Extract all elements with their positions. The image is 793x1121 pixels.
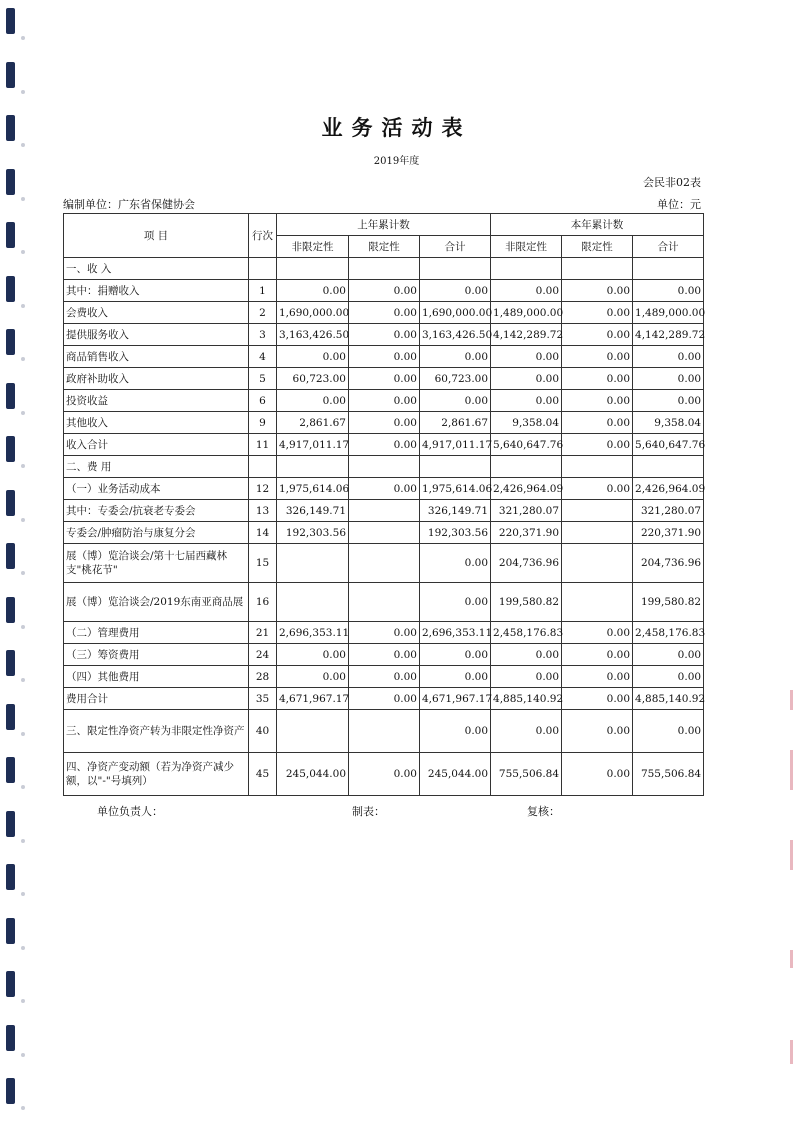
table-row [64,390,704,412]
reviewer-label: 复核： [527,805,560,818]
unit-label: 单位：元 [657,198,701,211]
value-cell: 0.00 [633,666,704,688]
value-cell: 0.00 [633,346,704,368]
value-cell: 0.00 [349,666,420,688]
value-cell [420,456,491,478]
table-row [64,368,704,390]
row-number-cell: 4 [249,346,277,368]
item-cell: （一）业务活动成本 [64,478,249,500]
item-cell: 三、限定性净资产转为非限定性净资产 [64,710,249,753]
binding-hole [21,1106,25,1110]
value-cell: 192,303.56 [277,522,349,544]
value-cell [277,258,349,280]
group-curr-header: 本年累计数 [491,214,704,236]
value-cell: 1,489,000.00 [491,302,562,324]
table-row [64,500,704,522]
value-cell [277,583,349,622]
value-cell: 1,690,000.00 [277,302,349,324]
binding-hole [21,411,25,415]
value-cell: 1,975,614.06 [420,478,491,500]
binding-hole [21,304,25,308]
item-cell: 其中：专委会/抗衰老专委会 [64,500,249,522]
value-cell: 0.00 [349,302,420,324]
table-row [64,412,704,434]
binding-mark [6,918,15,944]
value-cell [562,522,633,544]
item-cell: 四、净资产变动额（若为净资产减少额，以"-"号填列） [64,753,249,796]
value-cell: 0.00 [491,644,562,666]
value-cell: 0.00 [277,346,349,368]
row-number-cell: 2 [249,302,277,324]
value-cell: 0.00 [562,710,633,753]
value-cell: 0.00 [562,666,633,688]
value-cell: 2,696,353.11 [277,622,349,644]
value-cell: 0.00 [562,644,633,666]
item-cell: （四）其他费用 [64,666,249,688]
value-cell: 4,671,967.17 [420,688,491,710]
value-cell: 0.00 [349,644,420,666]
binding-hole [21,892,25,896]
form-code: 会民非02表 [643,176,701,189]
value-cell: 0.00 [277,644,349,666]
value-cell: 0.00 [562,753,633,796]
value-cell: 5,640,647.76 [633,434,704,456]
value-cell: 0.00 [277,390,349,412]
sub-total-header: 合计 [420,236,491,258]
value-cell: 2,458,176.83 [633,622,704,644]
responsible-label: 单位负责人： [97,805,163,818]
value-cell: 0.00 [491,710,562,753]
value-cell: 0.00 [491,390,562,412]
value-cell: 0.00 [349,478,420,500]
item-cell: 二、费 用 [64,456,249,478]
value-cell [277,456,349,478]
item-cell: 其中：捐赠收入 [64,280,249,302]
value-cell: 0.00 [277,666,349,688]
binding-hole [21,732,25,736]
value-cell: 0.00 [420,346,491,368]
value-cell [277,544,349,583]
binding-hole [21,999,25,1003]
value-cell [420,258,491,280]
value-cell: 0.00 [349,346,420,368]
value-cell: 2,458,176.83 [491,622,562,644]
value-cell: 0.00 [420,280,491,302]
binding-hole [21,357,25,361]
value-cell: 5,640,647.76 [491,434,562,456]
binding-mark [6,1078,15,1104]
value-cell: 4,885,140.92 [491,688,562,710]
value-cell [349,500,420,522]
value-cell: 0.00 [562,622,633,644]
value-cell: 0.00 [349,688,420,710]
binding-strip [0,0,30,1121]
value-cell: 199,580.82 [633,583,704,622]
table-row [64,622,704,644]
binding-mark [6,704,15,730]
value-cell: 0.00 [349,368,420,390]
table-row [64,666,704,688]
value-cell: 1,489,000.00 [633,302,704,324]
value-cell: 0.00 [562,390,633,412]
value-cell: 2,861.67 [420,412,491,434]
value-cell: 0.00 [562,688,633,710]
table-row [64,544,704,583]
value-cell: 9,358.04 [633,412,704,434]
value-cell: 245,044.00 [277,753,349,796]
item-cell: 政府补助收入 [64,368,249,390]
sub-unrestricted-header: 非限定性 [277,236,349,258]
item-cell: 投资收益 [64,390,249,412]
item-cell: 收入合计 [64,434,249,456]
value-cell: 220,371.90 [491,522,562,544]
value-cell: 755,506.84 [633,753,704,796]
item-cell: 费用合计 [64,688,249,710]
value-cell: 0.00 [562,434,633,456]
value-cell: 204,736.96 [633,544,704,583]
preparer-label: 制表： [352,805,385,818]
col-row-header: 行次 [249,214,277,258]
row-number-cell: 1 [249,280,277,302]
table-row [64,753,704,796]
binding-mark [6,276,15,302]
binding-mark [6,811,15,837]
item-cell: 商品销售收入 [64,346,249,368]
binding-mark [6,650,15,676]
binding-hole [21,1053,25,1057]
binding-mark [6,169,15,195]
value-cell: 321,280.07 [491,500,562,522]
binding-mark [6,971,15,997]
row-number-cell: 16 [249,583,277,622]
item-cell: （二）管理费用 [64,622,249,644]
binding-mark [6,1025,15,1051]
value-cell [277,710,349,753]
row-number-cell: 13 [249,500,277,522]
value-cell: 0.00 [633,280,704,302]
table-row [64,478,704,500]
value-cell: 755,506.84 [491,753,562,796]
value-cell: 0.00 [633,390,704,412]
value-cell [349,258,420,280]
item-cell: 一、收 入 [64,258,249,280]
value-cell: 199,580.82 [491,583,562,622]
binding-hole [21,518,25,522]
value-cell: 1,690,000.00 [420,302,491,324]
table-row [64,710,704,753]
value-cell: 0.00 [562,412,633,434]
value-cell [349,456,420,478]
item-cell: 其他收入 [64,412,249,434]
table-row [64,280,704,302]
item-cell: 展（博）览洽谈会/2019东南亚商品展 [64,583,249,622]
value-cell: 0.00 [562,368,633,390]
row-number-cell: 15 [249,544,277,583]
value-cell: 321,280.07 [633,500,704,522]
value-cell: 0.00 [562,302,633,324]
value-cell: 2,696,353.11 [420,622,491,644]
row-number-cell: 9 [249,412,277,434]
value-cell: 0.00 [491,280,562,302]
value-cell: 204,736.96 [491,544,562,583]
page-title: 业务活动表 [321,115,472,140]
row-number-cell: 40 [249,710,277,753]
item-cell: 展（博）览洽谈会/第十七届西藏林支"桃花节" [64,544,249,583]
value-cell [633,456,704,478]
value-cell: 4,671,967.17 [277,688,349,710]
value-cell: 0.00 [349,390,420,412]
row-number-cell [249,258,277,280]
value-cell: 9,358.04 [491,412,562,434]
value-cell: 0.00 [420,390,491,412]
value-cell: 0.00 [562,324,633,346]
group-prev-header: 上年累计数 [277,214,491,236]
binding-hole [21,678,25,682]
row-number-cell [249,456,277,478]
table-row [64,346,704,368]
value-cell: 1,975,614.06 [277,478,349,500]
value-cell [349,710,420,753]
value-cell: 0.00 [420,544,491,583]
value-cell: 2,426,964.09 [633,478,704,500]
value-cell: 60,723.00 [277,368,349,390]
row-number-cell: 14 [249,522,277,544]
value-cell: 0.00 [277,280,349,302]
value-cell: 3,163,426.50 [420,324,491,346]
value-cell: 0.00 [349,412,420,434]
value-cell: 0.00 [491,368,562,390]
table-row [64,258,704,280]
row-number-cell: 6 [249,390,277,412]
value-cell: 0.00 [562,478,633,500]
item-cell: 专委会/肿瘤防治与康复分会 [64,522,249,544]
value-cell: 220,371.90 [633,522,704,544]
binding-hole [21,946,25,950]
binding-mark [6,436,15,462]
value-cell [633,258,704,280]
row-number-cell: 35 [249,688,277,710]
value-cell: 0.00 [420,710,491,753]
value-cell: 0.00 [562,346,633,368]
value-cell [349,522,420,544]
table-row [64,434,704,456]
binding-mark [6,864,15,890]
value-cell: 4,142,289.72 [491,324,562,346]
value-cell: 245,044.00 [420,753,491,796]
value-cell: 4,917,011.17 [420,434,491,456]
item-cell: 会费收入 [64,302,249,324]
value-cell: 3,163,426.50 [277,324,349,346]
table-row [64,583,704,622]
sub-restricted-header: 限定性 [562,236,633,258]
value-cell: 0.00 [420,644,491,666]
value-cell [491,258,562,280]
col-item-header: 项 目 [64,214,249,258]
binding-hole [21,143,25,147]
value-cell: 0.00 [420,666,491,688]
binding-mark [6,329,15,355]
value-cell: 0.00 [633,368,704,390]
value-cell: 4,885,140.92 [633,688,704,710]
sub-restricted-header: 限定性 [349,236,420,258]
binding-mark [6,8,15,34]
row-number-cell: 3 [249,324,277,346]
binding-hole [21,839,25,843]
sub-total-header: 合计 [633,236,704,258]
value-cell: 0.00 [562,280,633,302]
binding-hole [21,36,25,40]
value-cell: 326,149.71 [277,500,349,522]
item-cell: 提供服务收入 [64,324,249,346]
value-cell [562,258,633,280]
binding-mark [6,222,15,248]
value-cell: 0.00 [349,434,420,456]
value-cell [562,500,633,522]
value-cell: 4,142,289.72 [633,324,704,346]
value-cell: 0.00 [349,622,420,644]
value-cell: 326,149.71 [420,500,491,522]
value-cell: 60,723.00 [420,368,491,390]
table-row [64,302,704,324]
sub-unrestricted-header: 非限定性 [491,236,562,258]
table-row [64,324,704,346]
binding-hole [21,625,25,629]
item-cell: （三）筹资费用 [64,644,249,666]
value-cell [491,456,562,478]
value-cell [562,544,633,583]
binding-hole [21,197,25,201]
binding-hole [21,571,25,575]
org-label: 编制单位：广东省保健协会 [63,198,195,211]
value-cell: 0.00 [349,280,420,302]
binding-hole [21,250,25,254]
row-number-cell: 24 [249,644,277,666]
value-cell: 0.00 [491,346,562,368]
value-cell: 0.00 [633,710,704,753]
value-cell: 4,917,011.17 [277,434,349,456]
binding-mark [6,597,15,623]
value-cell [349,544,420,583]
binding-mark [6,62,15,88]
row-number-cell: 21 [249,622,277,644]
row-number-cell: 11 [249,434,277,456]
row-number-cell: 5 [249,368,277,390]
binding-mark [6,383,15,409]
table-row [64,456,704,478]
value-cell: 0.00 [420,583,491,622]
row-number-cell: 12 [249,478,277,500]
binding-mark [6,490,15,516]
value-cell [562,583,633,622]
table-row [64,644,704,666]
report-year: 2019年度 [373,156,420,167]
value-cell: 2,861.67 [277,412,349,434]
value-cell: 2,426,964.09 [491,478,562,500]
value-cell [349,583,420,622]
value-cell: 0.00 [349,324,420,346]
activity-table [63,213,704,796]
binding-hole [21,464,25,468]
value-cell: 192,303.56 [420,522,491,544]
value-cell: 0.00 [491,666,562,688]
binding-hole [21,785,25,789]
row-number-cell: 45 [249,753,277,796]
table-row [64,522,704,544]
binding-mark [6,543,15,569]
value-cell: 0.00 [633,644,704,666]
binding-mark [6,757,15,783]
table-row [64,688,704,710]
value-cell [562,456,633,478]
binding-hole [21,90,25,94]
row-number-cell: 28 [249,666,277,688]
value-cell: 0.00 [349,753,420,796]
